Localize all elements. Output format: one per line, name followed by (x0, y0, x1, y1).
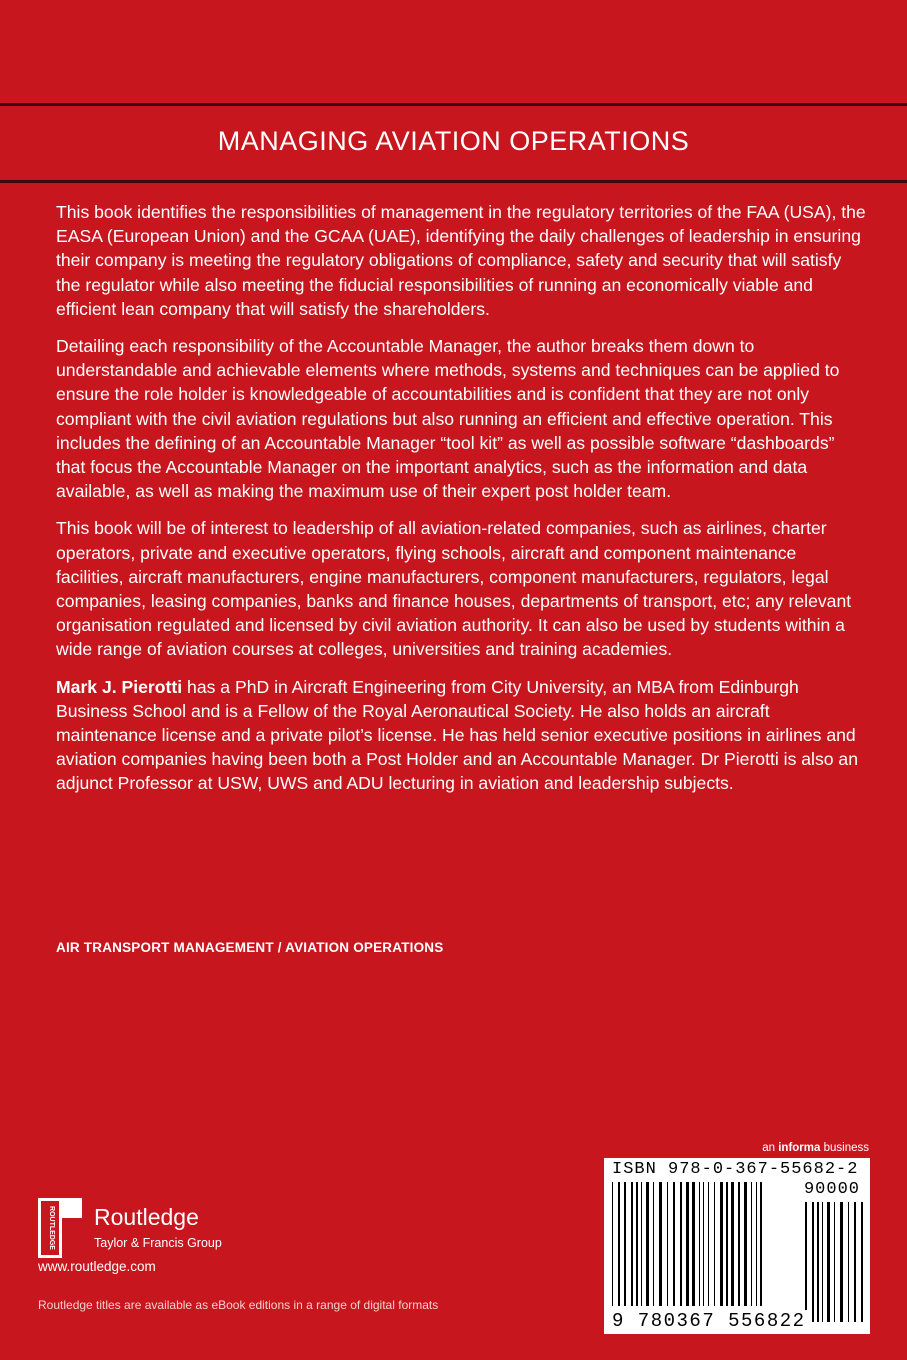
barcode-bar (692, 1182, 695, 1306)
publisher-group: Taylor & Francis Group (94, 1236, 222, 1250)
barcode-bar (659, 1182, 662, 1306)
addon-bar (827, 1202, 830, 1322)
informa-brand: informa (778, 1142, 821, 1154)
subject-category: AIR TRANSPORT MANAGEMENT / AVIATION OPERATIONS (56, 940, 444, 955)
barcode-bar (760, 1182, 762, 1306)
author-bio (56, 675, 868, 796)
barcode-bar (673, 1182, 675, 1306)
ebook-note: Routledge titles are available as eBook editions in a range of digital formats (38, 1298, 439, 1312)
barcode-bar (686, 1182, 689, 1306)
author-bio-text: has a PhD in Aircraft Engineering from City University, an MBA from Edinburgh Business School and is a Fellow of the Royal Aeronautical Society. He also holds an aircraft maintenance license and a private pilot’s license. He has held senior executive positions in airlines and aviation companies having been both a Post Holder and an Accountable Manager. Dr Pierotti is also an adjunct Professor at USW, UWS and ADU lecturing in aviation and leadership subjects. (56, 676, 858, 794)
informa-tagline (762, 1142, 869, 1154)
barcode-bar (756, 1182, 757, 1306)
informa-prefix: an (762, 1142, 779, 1154)
logo-mark-text: ROUTLEDGE (48, 1206, 55, 1250)
routledge-logo-icon (38, 1198, 82, 1258)
author-name: Mark J. Pierotti (56, 676, 183, 697)
addon-bar (861, 1202, 863, 1322)
blurb-paragraph-2: Detailing each responsibility of the Accountable Manager, the author breaks them down to understandable and achievable elements where methods, systems and techniques can be applied to ensure the role holder is knowledgeable of accountabilities and is confident that they are not only compliant with the civil aviation regulations but also running an efficient and effective operation. This includes the defining of an Accountable Manager “tool kit” as well as possible software “dashboards” that focus the Accountable Manager on the important analytics, such as the information and data available, as well as making the maximum use of their expert post holder team. (56, 336, 840, 502)
blurb-paragraph-1: This book identifies the responsibilities of management in the regulatory territories of the FAA (USA), the EASA (European Union) and the GCAA (UAE), identifying the daily challenges of leadership in ensuring their company is meeting the regulatory obligations of compliance, safety and security that will satisfy the regulator while also meeting the fiducial responsibilities of running an economically viable and efficient lean company that will satisfy the shareholders. (56, 202, 866, 319)
publisher-website[interactable]: www.routledge.com (38, 1259, 156, 1274)
book-title: MANAGING AVIATION OPERATIONS (217, 126, 690, 156)
addon-bar (834, 1202, 835, 1322)
barcode-bar (618, 1182, 620, 1306)
title-rule (0, 180, 907, 183)
addon-bar (848, 1202, 849, 1322)
addon-bar (840, 1202, 843, 1322)
publisher-name: Routledge (94, 1204, 199, 1230)
barcode (604, 1158, 870, 1334)
barcode-bar (612, 1182, 613, 1306)
price-code: 90000 (803, 1180, 860, 1199)
barcode-bar (720, 1182, 723, 1306)
barcode-bar (624, 1182, 626, 1306)
barcode-bar (744, 1182, 747, 1306)
barcode-bar (708, 1182, 709, 1306)
addon-bar (805, 1202, 807, 1322)
barcode-bar (631, 1182, 633, 1306)
publisher-logo (38, 1198, 258, 1258)
isbn-label: ISBN 978-0-367-55682-2 (612, 1160, 859, 1179)
addon-bar (854, 1202, 856, 1322)
barcode-bar (703, 1182, 704, 1306)
barcode-bar (680, 1182, 682, 1306)
barcode-bar (646, 1182, 649, 1306)
barcode-bar (738, 1182, 740, 1306)
barcode-bar (726, 1182, 728, 1306)
addon-bar (812, 1202, 814, 1322)
blurb (56, 200, 868, 809)
barcode-bar (636, 1182, 638, 1306)
barcode-bar (667, 1182, 668, 1306)
barcode-bar (751, 1182, 752, 1306)
ean-number: 9 780367 556822 (612, 1310, 806, 1332)
blurb-paragraph-3: This book will be of interest to leadership of all aviation-related companies, such as airlines, charter operators, private and executive operators, flying schools, aircraft and component maintenance facilities, aircraft manufacturers, engine manufacturers, component manufacturers, regulators, legal companies, leasing companies, banks and finance houses, departments of transport, etc; any relevant organisation regulated and licensed by civil aviation authority. It can also be used by students within a wide range of aviation courses at colleges, universities and training academies. (56, 518, 852, 660)
barcode-bar (731, 1182, 734, 1306)
barcode-bar (653, 1182, 654, 1306)
informa-suffix: business (820, 1142, 869, 1154)
barcode-bar (699, 1182, 700, 1306)
barcode-bar (714, 1182, 715, 1306)
addon-bar (817, 1202, 819, 1322)
addon-bar (822, 1202, 823, 1322)
top-rule (0, 103, 907, 106)
barcode-bar (641, 1182, 642, 1306)
